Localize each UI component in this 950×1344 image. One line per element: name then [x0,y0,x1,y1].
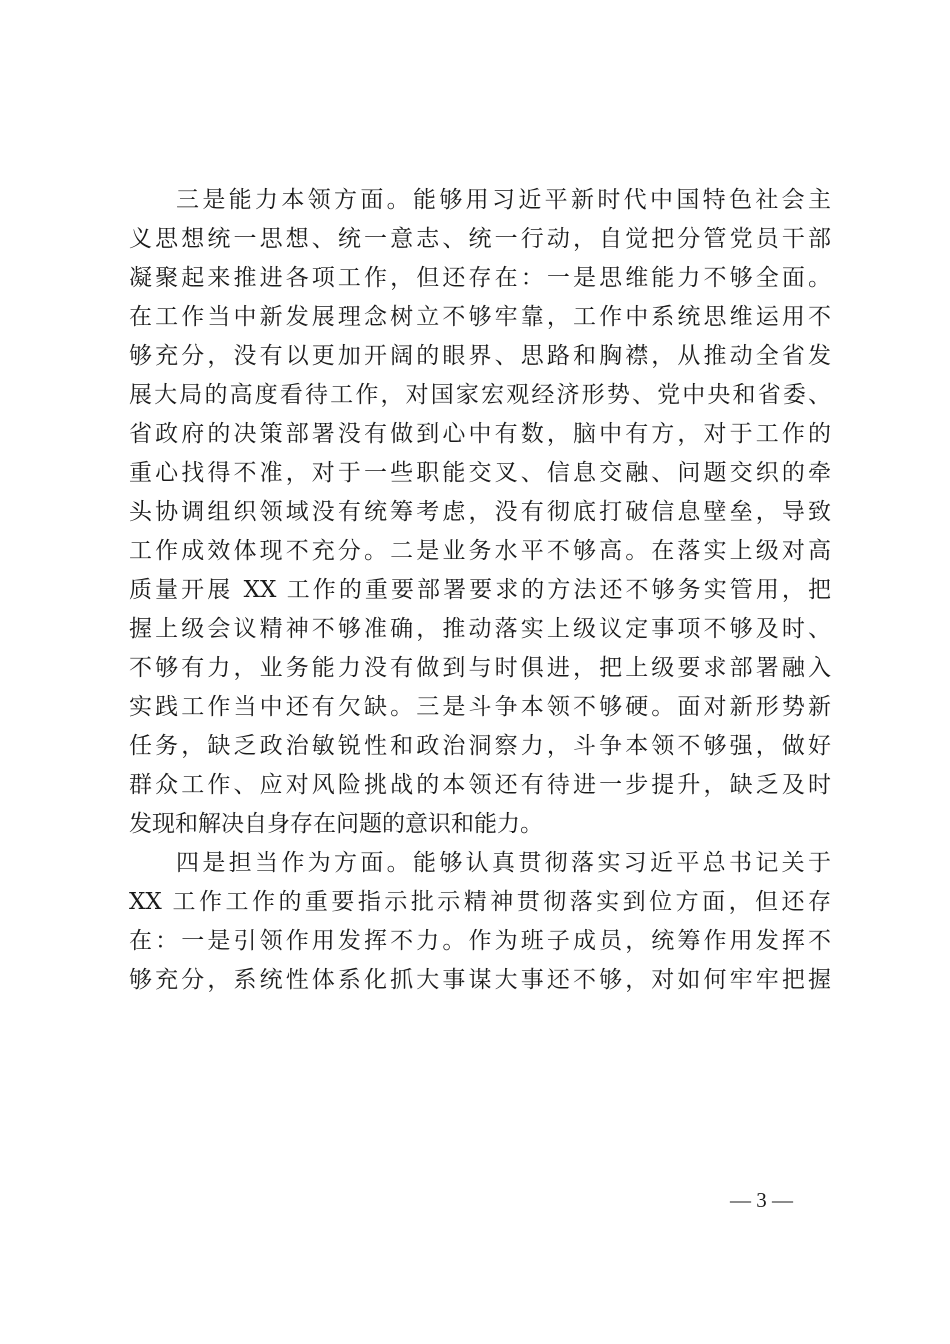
paragraph-1-line-17: 发现和解决自身存在问题的意识和能力。 [129,811,543,837]
paragraph-1-line-4: 在工作当中新发展理念树立不够牢靠，工作中系统思维运用不 [129,304,831,330]
paragraph-2-line-3: 在：一是引领作用发挥不力。作为班子成员，统筹作用发挥不 [129,928,831,954]
paragraph-2-line-4: 够充分，系统性体系化抓大事谋大事还不够，对如何牢牢把握 [129,967,831,993]
paragraph-1-line-13: 不够有力，业务能力没有做到与时俱进，把上级要求部署融入 [129,655,831,681]
page-number: — 3 — [730,1188,793,1212]
document-body [129,181,831,1000]
paragraph-1-line-6: 展大局的高度看待工作，对国家宏观经济形势、党中央和省委、 [129,382,831,408]
paragraph-1-line-2: 义思想统一思想、统一意志、统一行动，自觉把分管党员干部 [129,226,831,252]
paragraph-1-line-12: 握上级会议精神不够准确，推动落实上级议定事项不够及时、 [129,616,831,642]
paragraph-1-line-3: 凝聚起来推进各项工作，但还存在：一是思维能力不够全面。 [129,265,831,291]
paragraph-1-line-14: 实践工作当中还有欠缺。三是斗争本领不够硬。面对新形势新 [129,694,831,720]
paragraph-1-line-5: 够充分，没有以更加开阔的眼界、思路和胸襟，从推动全省发 [129,343,831,369]
paragraph-1-line-1: 三是能力本领方面。能够用习近平新时代中国特色社会主 [176,187,831,213]
paragraph-1-line-9: 头协调组织领域没有统筹考虑，没有彻底打破信息壁垒，导致 [129,499,831,525]
paragraph-2-line-1: 四是担当作为方面。能够认真贯彻落实习近平总书记关于 [176,850,831,876]
paragraph-1-line-7: 省政府的决策部署没有做到心中有数，脑中有方，对于工作的 [129,421,831,447]
paragraph-1-line-8: 重心找得不准，对于一些职能交叉、信息交融、问题交织的牵 [129,460,831,486]
paragraph-2-line-2: XX 工作工作的重要指示批示精神贯彻落实到位方面，但还存 [129,889,831,915]
paragraph-1-line-15: 任务，缺乏政治敏锐性和政治洞察力，斗争本领不够强，做好 [129,733,831,759]
paragraph-1-line-16: 群众工作、应对风险挑战的本领还有待进一步提升，缺乏及时 [129,772,831,798]
paragraph-1-line-11: 质量开展 XX 工作的重要部署要求的方法还不够务实管用，把 [129,577,831,603]
paragraph-1-line-10: 工作成效体现不充分。二是业务水平不够高。在落实上级对高 [129,538,831,564]
